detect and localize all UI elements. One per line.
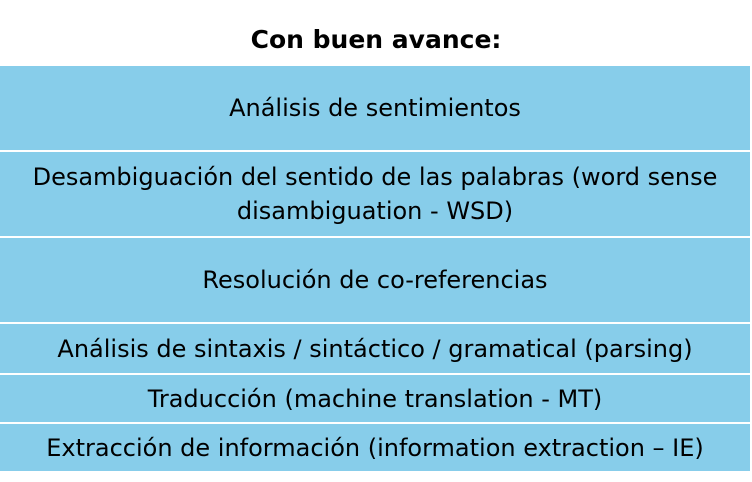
table-row: Extracción de información (information extraction – IE): [0, 424, 750, 471]
page-title: Con buen avance:: [250, 25, 502, 54]
table-row: Traducción (machine translation - MT): [0, 375, 750, 424]
topics-table: [0, 64, 750, 471]
table-row: Análisis de sentimientos: [0, 66, 750, 152]
table-row: Desambiguación del sentido de las palabras (word sense disambiguation - WSD): [0, 152, 750, 238]
table-row: Análisis de sintaxis / sintáctico / gramatical (parsing): [0, 324, 750, 375]
table-row: Resolución de co-referencias: [0, 238, 750, 324]
